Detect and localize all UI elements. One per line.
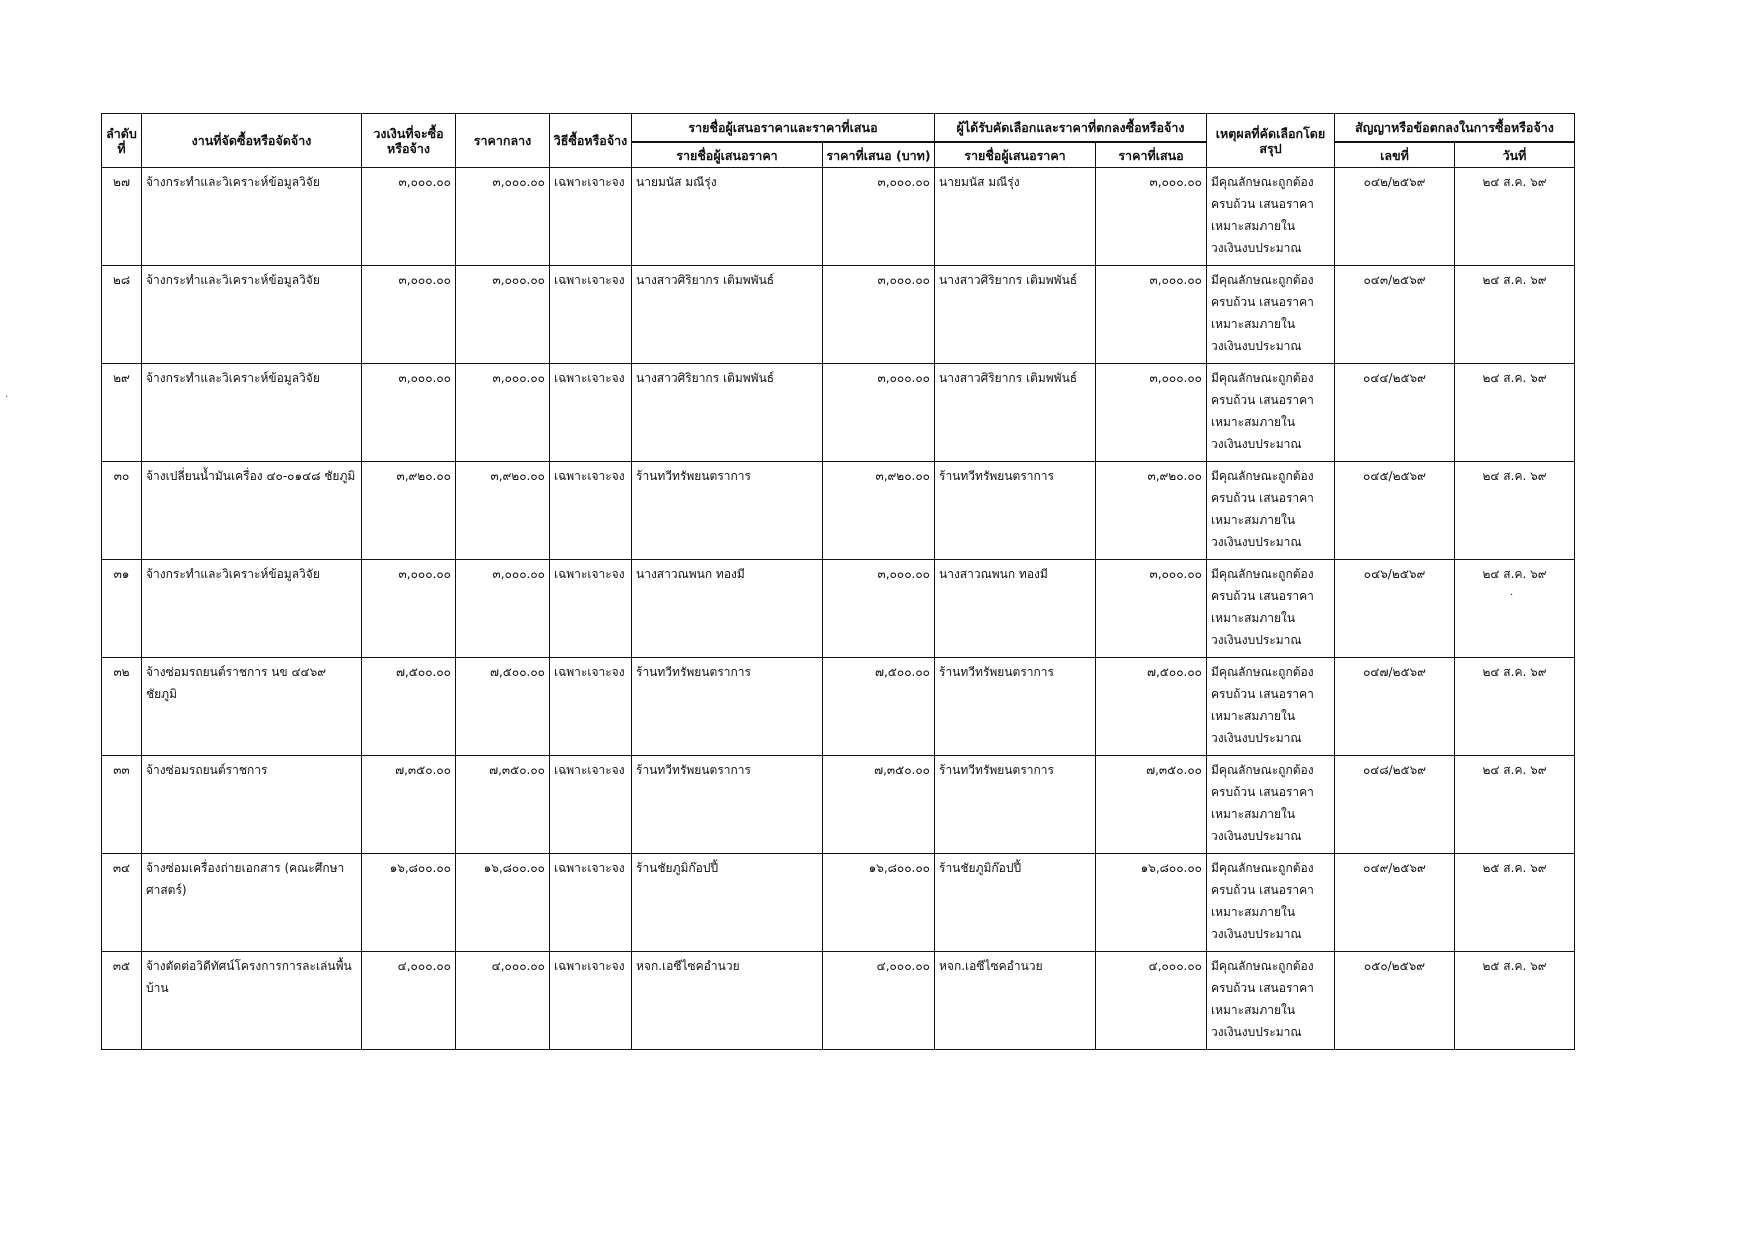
cell-winner-name: นายมนัส มณีรุ่ง bbox=[935, 168, 1096, 266]
procurement-table bbox=[101, 113, 1575, 1050]
cell-median-price: ๔,๐๐๐.๐๐ bbox=[456, 952, 550, 1050]
cell-contract-date: ๒๔ ส.ค. ๖๙ bbox=[1455, 364, 1575, 462]
cell-seq: ๒๗ bbox=[102, 168, 142, 266]
header-bid-price: ราคาที่เสนอ (บาท) bbox=[823, 142, 935, 168]
header-bidder-name: รายชื่อผู้เสนอราคา bbox=[632, 142, 823, 168]
reason-line: วงเงินงบประมาณ bbox=[1211, 829, 1302, 843]
cell-method: เฉพาะเจาะจง bbox=[550, 854, 632, 952]
cell-seq: ๓๒ bbox=[102, 658, 142, 756]
reason-line: ครบถ้วน เสนอราคา bbox=[1211, 687, 1314, 701]
cell-seq: ๓๓ bbox=[102, 756, 142, 854]
cell-contract-date: ๒๔ ส.ค. ๖๙ bbox=[1455, 462, 1575, 560]
cell-budget: ๗,๓๕๐.๐๐ bbox=[362, 756, 456, 854]
cell-budget: ๓,๐๐๐.๐๐ bbox=[362, 364, 456, 462]
reason-line: วงเงินงบประมาณ bbox=[1211, 535, 1302, 549]
scan-speck: · bbox=[1510, 590, 1514, 601]
reason-line: วงเงินงบประมาณ bbox=[1211, 339, 1302, 353]
cell-budget: ๓,๙๒๐.๐๐ bbox=[362, 462, 456, 560]
header-row-1 bbox=[102, 114, 1575, 143]
header-reason: เหตุผลที่คัดเลือกโดยสรุป bbox=[1207, 114, 1335, 168]
table-row bbox=[102, 266, 1575, 364]
cell-budget: ๓,๐๐๐.๐๐ bbox=[362, 560, 456, 658]
cell-bidder-name: นางสาวศิริยากร เติมพพันธ์ bbox=[632, 266, 823, 364]
table-row bbox=[102, 364, 1575, 462]
reason-line: ครบถ้วน เสนอราคา bbox=[1211, 785, 1314, 799]
header-contract-no: เลขที่ bbox=[1335, 142, 1455, 168]
table-row bbox=[102, 560, 1575, 658]
cell-agreed-price: ๓,๐๐๐.๐๐ bbox=[1096, 266, 1207, 364]
procurement-sheet bbox=[101, 113, 1574, 1050]
cell-bid-price: ๗,๓๕๐.๐๐ bbox=[823, 756, 935, 854]
reason-line: มีคุณลักษณะถูกต้อง bbox=[1211, 567, 1314, 581]
cell-contract-no: ๐๔๙/๒๕๖๙ bbox=[1335, 854, 1455, 952]
cell-budget: ๑๖,๘๐๐.๐๐ bbox=[362, 854, 456, 952]
header-bidders-group: รายชื่อผู้เสนอราคาและราคาที่เสนอ bbox=[632, 114, 935, 143]
header-budget: วงเงินที่จะซื้อหรือจ้าง bbox=[362, 114, 456, 168]
cell-contract-no: ๐๔๖/๒๕๖๙ bbox=[1335, 560, 1455, 658]
cell-contract-no: ๐๔๕/๒๕๖๙ bbox=[1335, 462, 1455, 560]
table-row bbox=[102, 658, 1575, 756]
reason-line: มีคุณลักษณะถูกต้อง bbox=[1211, 371, 1314, 385]
cell-method: เฉพาะเจาะจง bbox=[550, 364, 632, 462]
cell-median-price: ๓,๙๒๐.๐๐ bbox=[456, 462, 550, 560]
cell-agreed-price: ๗,๓๕๐.๐๐ bbox=[1096, 756, 1207, 854]
reason-line: เหมาะสมภายใน bbox=[1211, 415, 1296, 429]
reason-line: เหมาะสมภายใน bbox=[1211, 1003, 1296, 1017]
cell-task: จ้างกระทำและวิเคราะห์ข้อมูลวิจัย bbox=[142, 364, 362, 462]
reason-line: วงเงินงบประมาณ bbox=[1211, 1025, 1302, 1039]
cell-task: จ้างตัดต่อวิดีทัศน์โครงการการละเล่นพื้นบ้าน bbox=[142, 952, 362, 1050]
reason-line: วงเงินงบประมาณ bbox=[1211, 927, 1302, 941]
cell-seq: ๓๕ bbox=[102, 952, 142, 1050]
reason-line: มีคุณลักษณะถูกต้อง bbox=[1211, 175, 1314, 189]
cell-reason bbox=[1207, 266, 1335, 364]
cell-contract-date: ๒๕ ส.ค. ๖๙ bbox=[1455, 854, 1575, 952]
cell-contract-no: ๐๔๓/๒๕๖๙ bbox=[1335, 266, 1455, 364]
cell-agreed-price: ๓,๐๐๐.๐๐ bbox=[1096, 168, 1207, 266]
header-contract-group: สัญญาหรือข้อตกลงในการซื้อหรือจ้าง bbox=[1335, 114, 1575, 143]
cell-reason bbox=[1207, 364, 1335, 462]
cell-median-price: ๓,๐๐๐.๐๐ bbox=[456, 266, 550, 364]
cell-contract-date: ๒๔ ส.ค. ๖๙ bbox=[1455, 168, 1575, 266]
cell-median-price: ๓,๐๐๐.๐๐ bbox=[456, 560, 550, 658]
reason-line: เหมาะสมภายใน bbox=[1211, 513, 1296, 527]
reason-line: ครบถ้วน เสนอราคา bbox=[1211, 295, 1314, 309]
header-contract-date: วันที่ bbox=[1455, 142, 1575, 168]
reason-line: ครบถ้วน เสนอราคา bbox=[1211, 589, 1314, 603]
cell-task: จ้างซ่อมรถยนต์ราชการ bbox=[142, 756, 362, 854]
cell-method: เฉพาะเจาะจง bbox=[550, 462, 632, 560]
reason-line: เหมาะสมภายใน bbox=[1211, 807, 1296, 821]
cell-reason bbox=[1207, 462, 1335, 560]
cell-task: จ้างกระทำและวิเคราะห์ข้อมูลวิจัย bbox=[142, 266, 362, 364]
reason-line: ครบถ้วน เสนอราคา bbox=[1211, 197, 1314, 211]
cell-bidder-name: นายมนัส มณีรุ่ง bbox=[632, 168, 823, 266]
cell-median-price: ๓,๐๐๐.๐๐ bbox=[456, 168, 550, 266]
cell-contract-date: ๒๔ ส.ค. ๖๙ bbox=[1455, 658, 1575, 756]
cell-contract-no: ๐๕๐/๒๕๖๙ bbox=[1335, 952, 1455, 1050]
table-row bbox=[102, 462, 1575, 560]
cell-bid-price: ๓,๐๐๐.๐๐ bbox=[823, 560, 935, 658]
cell-contract-no: ๐๔๘/๒๕๖๙ bbox=[1335, 756, 1455, 854]
cell-task: จ้างเปลี่ยนน้ำมันเครื่อง ๔๐-๐๑๔๘ ชัยภูมิ bbox=[142, 462, 362, 560]
cell-contract-date: ๒๔ ส.ค. ๖๙ bbox=[1455, 756, 1575, 854]
cell-reason bbox=[1207, 756, 1335, 854]
cell-contract-no: ๐๔๔/๒๕๖๙ bbox=[1335, 364, 1455, 462]
cell-bidder-name: ร้านทวีทรัพยนตราการ bbox=[632, 462, 823, 560]
reason-line: วงเงินงบประมาณ bbox=[1211, 437, 1302, 451]
reason-line: ครบถ้วน เสนอราคา bbox=[1211, 883, 1314, 897]
header-method: วิธีซื้อหรือจ้าง bbox=[550, 114, 632, 168]
cell-bid-price: ๔,๐๐๐.๐๐ bbox=[823, 952, 935, 1050]
cell-method: เฉพาะเจาะจง bbox=[550, 560, 632, 658]
header-median-price: ราคากลาง bbox=[456, 114, 550, 168]
reason-line: วงเงินงบประมาณ bbox=[1211, 241, 1302, 255]
reason-line: วงเงินงบประมาณ bbox=[1211, 731, 1302, 745]
cell-agreed-price: ๓,๐๐๐.๐๐ bbox=[1096, 364, 1207, 462]
cell-bidder-name: นางสาวศิริยากร เติมพพันธ์ bbox=[632, 364, 823, 462]
cell-seq: ๓๔ bbox=[102, 854, 142, 952]
cell-reason bbox=[1207, 854, 1335, 952]
cell-reason bbox=[1207, 952, 1335, 1050]
cell-agreed-price: ๑๖,๘๐๐.๐๐ bbox=[1096, 854, 1207, 952]
reason-line: ครบถ้วน เสนอราคา bbox=[1211, 491, 1314, 505]
cell-median-price: ๗,๓๕๐.๐๐ bbox=[456, 756, 550, 854]
cell-winner-name: ร้านทวีทรัพยนตราการ bbox=[935, 462, 1096, 560]
cell-seq: ๓๐ bbox=[102, 462, 142, 560]
cell-contract-no: ๐๔๒/๒๕๖๙ bbox=[1335, 168, 1455, 266]
cell-bid-price: ๓,๐๐๐.๐๐ bbox=[823, 364, 935, 462]
reason-line: มีคุณลักษณะถูกต้อง bbox=[1211, 665, 1314, 679]
cell-reason bbox=[1207, 658, 1335, 756]
header-seq: ลำดับที่ bbox=[102, 114, 142, 168]
cell-seq: ๒๙ bbox=[102, 364, 142, 462]
reason-line: ครบถ้วน เสนอราคา bbox=[1211, 981, 1314, 995]
cell-winner-name: ร้านชัยภูมิก๊อปปี้ bbox=[935, 854, 1096, 952]
cell-contract-date: ๒๕ ส.ค. ๖๙ bbox=[1455, 952, 1575, 1050]
cell-contract-date: ๒๔ ส.ค. ๖๙ bbox=[1455, 266, 1575, 364]
reason-line: เหมาะสมภายใน bbox=[1211, 219, 1296, 233]
cell-budget: ๔,๐๐๐.๐๐ bbox=[362, 952, 456, 1050]
cell-median-price: ๑๖,๘๐๐.๐๐ bbox=[456, 854, 550, 952]
cell-agreed-price: ๓,๙๒๐.๐๐ bbox=[1096, 462, 1207, 560]
reason-line: มีคุณลักษณะถูกต้อง bbox=[1211, 273, 1314, 287]
cell-bidder-name: ร้านทวีทรัพยนตราการ bbox=[632, 658, 823, 756]
cell-bidder-name: ร้านชัยภูมิก๊อปปี้ bbox=[632, 854, 823, 952]
cell-bid-price: ๓,๐๐๐.๐๐ bbox=[823, 266, 935, 364]
cell-task: จ้างกระทำและวิเคราะห์ข้อมูลวิจัย bbox=[142, 168, 362, 266]
cell-contract-no: ๐๔๗/๒๕๖๙ bbox=[1335, 658, 1455, 756]
cell-task: จ้างซ่อมรถยนต์ราชการ นข ๔๔๖๙ ชัยภูมิ bbox=[142, 658, 362, 756]
header-task: งานที่จัดซื้อหรือจัดจ้าง bbox=[142, 114, 362, 168]
reason-line: มีคุณลักษณะถูกต้อง bbox=[1211, 469, 1314, 483]
cell-winner-name: ร้านทวีทรัพยนตราการ bbox=[935, 658, 1096, 756]
table-row bbox=[102, 756, 1575, 854]
cell-method: เฉพาะเจาะจง bbox=[550, 756, 632, 854]
cell-winner-name: นางสาวศิริยากร เติมพพันธ์ bbox=[935, 266, 1096, 364]
cell-winner-name: หจก.เอซีไซคอำนวย bbox=[935, 952, 1096, 1050]
cell-bidder-name: ร้านทวีทรัพยนตราการ bbox=[632, 756, 823, 854]
reason-line: มีคุณลักษณะถูกต้อง bbox=[1211, 763, 1314, 777]
table-row bbox=[102, 952, 1575, 1050]
cell-bid-price: ๓,๙๒๐.๐๐ bbox=[823, 462, 935, 560]
cell-winner-name: นางสาวณพนก ทองมี bbox=[935, 560, 1096, 658]
cell-bidder-name: หจก.เอซีไซคอำนวย bbox=[632, 952, 823, 1050]
cell-reason bbox=[1207, 560, 1335, 658]
reason-line: เหมาะสมภายใน bbox=[1211, 611, 1296, 625]
cell-winner-name: นางสาวศิริยากร เติมพพันธ์ bbox=[935, 364, 1096, 462]
cell-agreed-price: ๓,๐๐๐.๐๐ bbox=[1096, 560, 1207, 658]
scan-speck: · bbox=[5, 392, 9, 403]
cell-task: จ้างกระทำและวิเคราะห์ข้อมูลวิจัย bbox=[142, 560, 362, 658]
reason-line: เหมาะสมภายใน bbox=[1211, 709, 1296, 723]
cell-agreed-price: ๗,๕๐๐.๐๐ bbox=[1096, 658, 1207, 756]
reason-line: เหมาะสมภายใน bbox=[1211, 317, 1296, 331]
cell-seq: ๓๑ bbox=[102, 560, 142, 658]
cell-method: เฉพาะเจาะจง bbox=[550, 658, 632, 756]
reason-line: มีคุณลักษณะถูกต้อง bbox=[1211, 959, 1314, 973]
cell-bidder-name: นางสาวณพนก ทองมี bbox=[632, 560, 823, 658]
cell-budget: ๓,๐๐๐.๐๐ bbox=[362, 168, 456, 266]
cell-budget: ๓,๐๐๐.๐๐ bbox=[362, 266, 456, 364]
cell-median-price: ๗,๕๐๐.๐๐ bbox=[456, 658, 550, 756]
cell-budget: ๗,๕๐๐.๐๐ bbox=[362, 658, 456, 756]
cell-method: เฉพาะเจาะจง bbox=[550, 952, 632, 1050]
reason-line: เหมาะสมภายใน bbox=[1211, 905, 1296, 919]
reason-line: ครบถ้วน เสนอราคา bbox=[1211, 393, 1314, 407]
table-row bbox=[102, 168, 1575, 266]
cell-contract-date: ๒๔ ส.ค. ๖๙ bbox=[1455, 560, 1575, 658]
table-body bbox=[102, 168, 1575, 1050]
cell-task: จ้างซ่อมเครื่องถ่ายเอกสาร (คณะศึกษาศาสตร์) bbox=[142, 854, 362, 952]
cell-seq: ๒๘ bbox=[102, 266, 142, 364]
cell-bid-price: ๓,๐๐๐.๐๐ bbox=[823, 168, 935, 266]
cell-method: เฉพาะเจาะจง bbox=[550, 168, 632, 266]
cell-winner-name: ร้านทวีทรัพยนตราการ bbox=[935, 756, 1096, 854]
reason-line: วงเงินงบประมาณ bbox=[1211, 633, 1302, 647]
header-winner-name: รายชื่อผู้เสนอราคา bbox=[935, 142, 1096, 168]
cell-method: เฉพาะเจาะจง bbox=[550, 266, 632, 364]
reason-line: มีคุณลักษณะถูกต้อง bbox=[1211, 861, 1314, 875]
cell-bid-price: ๗,๕๐๐.๐๐ bbox=[823, 658, 935, 756]
cell-median-price: ๓,๐๐๐.๐๐ bbox=[456, 364, 550, 462]
cell-reason bbox=[1207, 168, 1335, 266]
table-row bbox=[102, 854, 1575, 952]
cell-bid-price: ๑๖,๘๐๐.๐๐ bbox=[823, 854, 935, 952]
header-agreed-price: ราคาที่เสนอ bbox=[1096, 142, 1207, 168]
cell-agreed-price: ๔,๐๐๐.๐๐ bbox=[1096, 952, 1207, 1050]
header-winner-group: ผู้ได้รับคัดเลือกและราคาที่ตกลงซื้อหรือจ้าง bbox=[935, 114, 1207, 143]
